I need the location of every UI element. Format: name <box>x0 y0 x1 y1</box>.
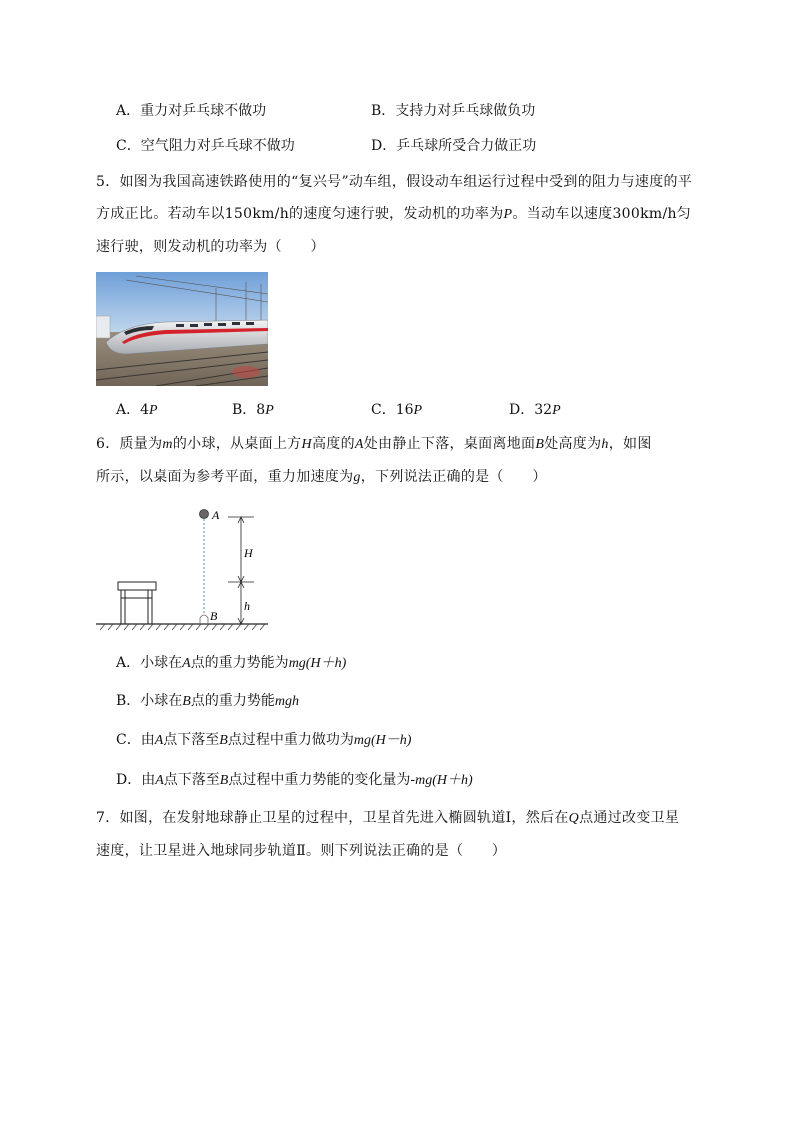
label-b: B <box>210 609 218 623</box>
option-text: 小球在 <box>140 693 183 709</box>
ground-hatching <box>100 624 265 630</box>
q6-var: A <box>354 437 364 452</box>
q6-var: g <box>353 470 361 485</box>
option-number: 8 <box>256 402 266 418</box>
q4-option-c <box>116 136 295 156</box>
q6-text: 6．质量为 <box>96 436 163 452</box>
q6-text: ，下列说法正确的是（ ） <box>360 469 547 485</box>
q6-line-1 <box>96 428 706 461</box>
q6-text: 处由静止下落，桌面离地面 <box>363 436 536 452</box>
q5-text: 。当动车以速度300km/h匀 <box>512 206 692 222</box>
option-letter: B． <box>116 693 141 709</box>
option-letter: A． <box>116 103 141 119</box>
option-letter: C． <box>371 402 396 418</box>
q6-text: 处高度为 <box>544 436 602 452</box>
option-letter: D． <box>371 138 397 154</box>
option-text: 由 <box>141 772 156 788</box>
dimension-lines <box>228 517 254 624</box>
q7-text: 点通过改变卫星 <box>579 810 680 826</box>
q4-option-a <box>116 101 266 121</box>
q5-stem <box>96 166 706 263</box>
q6-text: 高度的 <box>311 436 355 452</box>
high-speed-train-image <box>96 272 268 386</box>
q6-option-a <box>116 653 346 674</box>
option-formula: mg(H＋h) <box>415 773 473 788</box>
option-number: 4 <box>140 402 150 418</box>
option-point: B <box>182 694 191 709</box>
option-text: 支持力对乒乓球做负功 <box>395 103 536 119</box>
q6-var: m <box>162 437 173 452</box>
train-photo <box>96 272 268 386</box>
option-formula: mg(H－h) <box>353 733 412 748</box>
option-letter: A． <box>116 402 141 418</box>
option-var: P <box>265 403 274 418</box>
q5-text: 方成正比。若动车以150km/h的速度匀速行驶，发动机的功率为 <box>96 206 504 222</box>
option-letter: D． <box>116 772 142 788</box>
q6-var: h <box>601 437 609 452</box>
q6-var: H <box>301 437 312 452</box>
option-point: B <box>219 773 229 788</box>
q6-text: 的小球，从桌面上方 <box>172 436 302 452</box>
option-text: 点过程中重力势能的变化量为- <box>228 772 416 788</box>
label-h-upper: H <box>244 546 253 560</box>
option-point: B <box>219 733 228 748</box>
q6-line-2 <box>96 461 706 494</box>
q6-option-d <box>116 770 473 791</box>
q5-line-1: 5．如图为我国高速铁路使用的“复兴号”动车组，假设动车组运行过程中受到的阻力与速度的平 <box>96 174 693 190</box>
option-text: 小球在 <box>140 655 183 671</box>
q5-option-c <box>371 400 422 421</box>
option-number: 16 <box>395 402 414 418</box>
q6-text: ，如图 <box>608 436 652 452</box>
option-var: P <box>552 403 561 418</box>
q6-option-c <box>116 730 411 751</box>
q6-var: B <box>535 437 545 452</box>
q5-line-3: 速行驶，则发动机的功率为（ ） <box>96 239 325 255</box>
ball-ghost <box>200 615 208 623</box>
option-text: 乒乓球所受合力做正功 <box>396 138 537 154</box>
q7-stem <box>96 802 706 867</box>
q6-stem <box>96 428 706 494</box>
option-text: 由 <box>140 732 155 748</box>
option-number: 32 <box>534 402 553 418</box>
q7-line-2: 速度，让卫星进入地球同步轨道Ⅱ。则下列说法正确的是（ ） <box>96 843 507 859</box>
q5-var-p: P <box>503 207 513 222</box>
table <box>118 582 156 624</box>
option-formula: mgh <box>274 694 299 709</box>
option-text: 重力对乒乓球不做功 <box>140 103 267 119</box>
option-text: 点下落至 <box>163 732 220 748</box>
q5-line-2 <box>96 198 706 231</box>
option-text: 空气阻力对乒乓球不做功 <box>140 138 295 154</box>
q4-option-b <box>371 101 535 121</box>
falling-ball-diagram <box>96 502 274 632</box>
option-point: A <box>155 773 164 788</box>
option-text: 点的重力势能为 <box>190 655 289 671</box>
option-var: P <box>149 403 158 418</box>
label-a: A <box>212 508 220 522</box>
q7-var: Q <box>568 811 580 826</box>
q5-option-a <box>116 400 158 421</box>
option-letter: A． <box>116 655 141 671</box>
option-text: 点过程中重力做功为 <box>227 732 354 748</box>
label-h-lower: h <box>244 599 250 613</box>
q5-option-d <box>509 400 561 421</box>
q4-option-d <box>371 136 536 156</box>
option-letter: B． <box>371 103 396 119</box>
q7-line-1 <box>96 802 706 835</box>
option-var: P <box>413 403 423 418</box>
q7-text: 7．如图，在发射地球静止卫星的过程中，卫星首先进入椭圆轨道Ⅰ，然后在 <box>96 810 569 826</box>
option-text: 点的重力势能 <box>190 693 275 709</box>
option-letter: C． <box>116 732 141 748</box>
ball-icon <box>200 510 209 519</box>
option-point: A <box>154 733 164 748</box>
diagram-svg <box>96 502 274 632</box>
q6-option-b <box>116 691 299 712</box>
option-letter: B． <box>232 402 257 418</box>
option-formula: mg(H＋h) <box>288 656 347 671</box>
q6-text: 所示，以桌面为参考平面，重力加速度为 <box>96 469 354 485</box>
q5-option-b <box>232 400 274 421</box>
option-letter: C． <box>116 138 141 154</box>
option-text: 点下落至 <box>163 772 220 788</box>
option-point: A <box>182 656 191 671</box>
option-letter: D． <box>509 402 535 418</box>
